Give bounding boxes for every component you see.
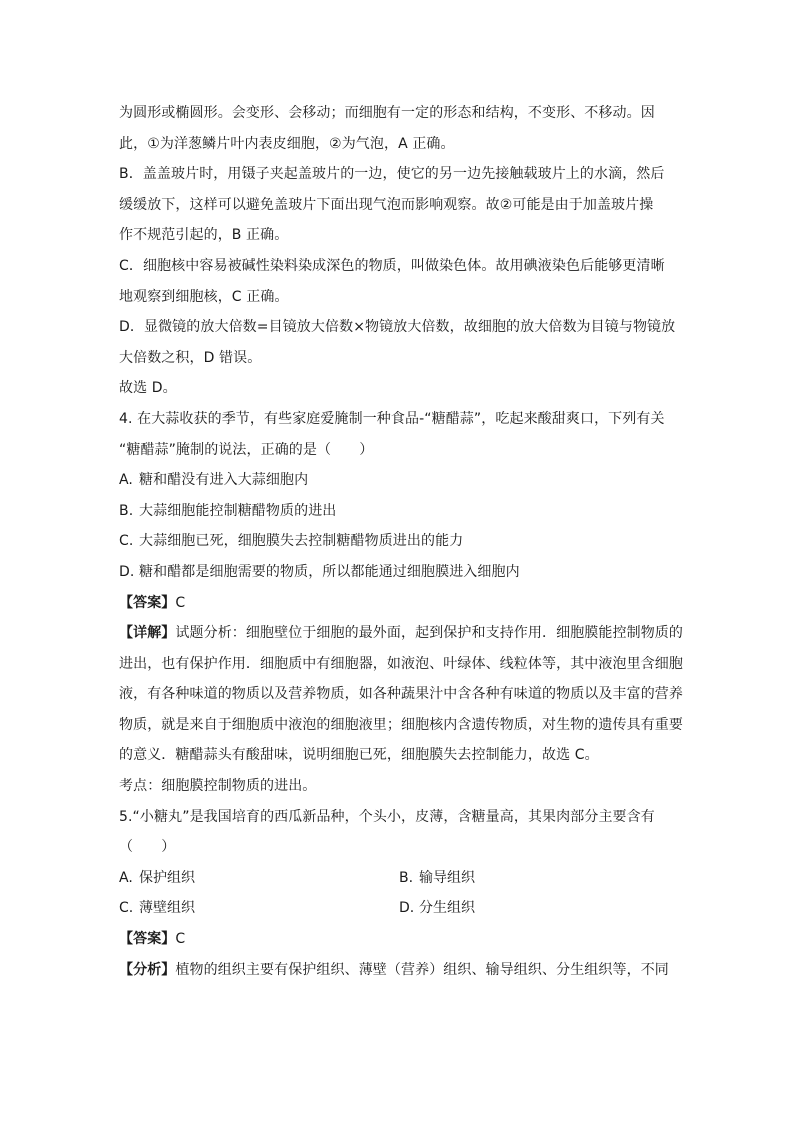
text-line: 大倍数之积，D 错误。 <box>119 349 262 366</box>
detail-line: 物质，就是来自于细胞质中液泡的细胞液里；细胞核内含遗传物质，对生物的遗传具有重要 <box>119 716 683 733</box>
text-line: 此，①为洋葱鳞片叶内表皮细胞，②为气泡，A 正确。 <box>119 135 455 152</box>
option-letter: C. <box>119 900 134 917</box>
option-text: 输导组织 <box>419 869 475 886</box>
option-b <box>399 863 679 894</box>
option-text: 大蒜细胞能控制糖醋物质的进出 <box>139 502 337 519</box>
option-letter: D. <box>119 563 135 580</box>
option-text: 糖和醋没有进入大蒜细胞内 <box>139 472 309 489</box>
option-text: 大蒜细胞已死，细胞膜失去控制糖醋物质进出的能力 <box>139 533 464 550</box>
text-line: B．盖盖玻片时，用镊子夹起盖玻片的一边，使它的另一边先接触载玻片上的水滴，然后 <box>119 166 665 183</box>
question-4 <box>119 404 684 802</box>
detail-line: 进出，也有保护作用．细胞质中有细胞器，如液泡、叶绿体、线粒体等，其中液泡里含细胞 <box>119 655 683 672</box>
option-letter: D. <box>399 900 415 917</box>
q3-explanation <box>119 98 679 404</box>
answer-label: 【答案】 <box>119 931 176 948</box>
text-line: 故选 D。 <box>119 380 177 397</box>
text-line: C．细胞核中容易被碱性染料染成深色的物质，叫做染色体。故用碘液染色后能够更清晰 <box>119 257 665 274</box>
option-c <box>119 893 399 924</box>
detail-line: 液，有各种味道的物质以及营养物质，如各种蔬果汁中含各种有味道的物质以及丰富的营养 <box>119 686 683 703</box>
detail-line: 考点：细胞膜控制物质的进出。 <box>119 778 317 795</box>
option-a <box>119 465 679 496</box>
question-stem: 4. 在大蒜收获的季节，有些家庭爱腌制一种食品-“糖醋蒜”，吃起来酸甜爽口，下列有关 <box>119 410 665 427</box>
option-letter: A. <box>119 472 133 489</box>
answer <box>119 588 679 619</box>
page-content <box>119 98 684 985</box>
detail-text: 试题分析：细胞壁位于细胞的最外面，起到保护和支持作用．细胞膜能控制物质的 <box>175 625 684 642</box>
detail-line <box>119 618 684 649</box>
option-letter: C. <box>119 533 134 550</box>
text-line: 作不规范引起的，B 正确。 <box>119 227 289 244</box>
option-letter: B. <box>399 869 414 886</box>
answer-value: C <box>175 594 186 611</box>
option-d <box>119 557 679 588</box>
answer-label: 【答案】 <box>119 594 176 611</box>
question-stem: （ ） <box>119 839 176 856</box>
answer <box>119 924 679 955</box>
text-line: 缓缓放下，这样可以避免盖玻片下面出现气泡而影响观察。故②可能是由于加盖玻片操 <box>119 196 654 213</box>
detail-label: 【详解】 <box>119 625 176 642</box>
question-5 <box>119 802 679 986</box>
options-row <box>119 893 679 924</box>
text-line: 为圆形或椭圆形。会变形、会移动；而细胞有一定的形态和结构，不变形、不移动。因 <box>119 105 655 121</box>
detail-line: 的意义．糖醋蒜头有酸甜味，说明细胞已死，细胞膜失去控制能力，故选 C。 <box>119 747 599 764</box>
option-text: 薄壁组织 <box>139 900 195 917</box>
option-d <box>399 893 679 924</box>
question-stem: 5.“小糖丸”是我国培育的西瓜新品种，个头小，皮薄，含糖量高，其果肉部分主要含有 <box>119 808 655 825</box>
option-letter: A. <box>119 869 133 886</box>
option-a <box>119 863 399 894</box>
analysis-label: 【分析】 <box>119 961 176 978</box>
question-stem: “糖醋蒜”腌制的说法，正确的是（ ） <box>119 441 374 458</box>
analysis-line <box>119 955 679 986</box>
option-letter: B. <box>119 502 134 519</box>
text-line: D．显微镜的放大倍数=目镜放大倍数×物镜放大倍数，故细胞的放大倍数为目镜与物镜放 <box>119 319 676 336</box>
answer-value: C <box>175 931 186 948</box>
text-line: 地观察到细胞核，C 正确。 <box>119 288 289 305</box>
options-row <box>119 863 679 894</box>
analysis-text: 植物的组织主要有保护组织、薄壁（营养）组织、输导组织、分生组织等，不同 <box>175 961 669 978</box>
option-text: 分生组织 <box>419 900 475 917</box>
option-text: 糖和醋都是细胞需要的物质，所以都能通过细胞膜进入细胞内 <box>139 563 520 580</box>
option-b <box>119 496 679 527</box>
option-c <box>119 526 679 557</box>
option-text: 保护组织 <box>139 869 195 886</box>
